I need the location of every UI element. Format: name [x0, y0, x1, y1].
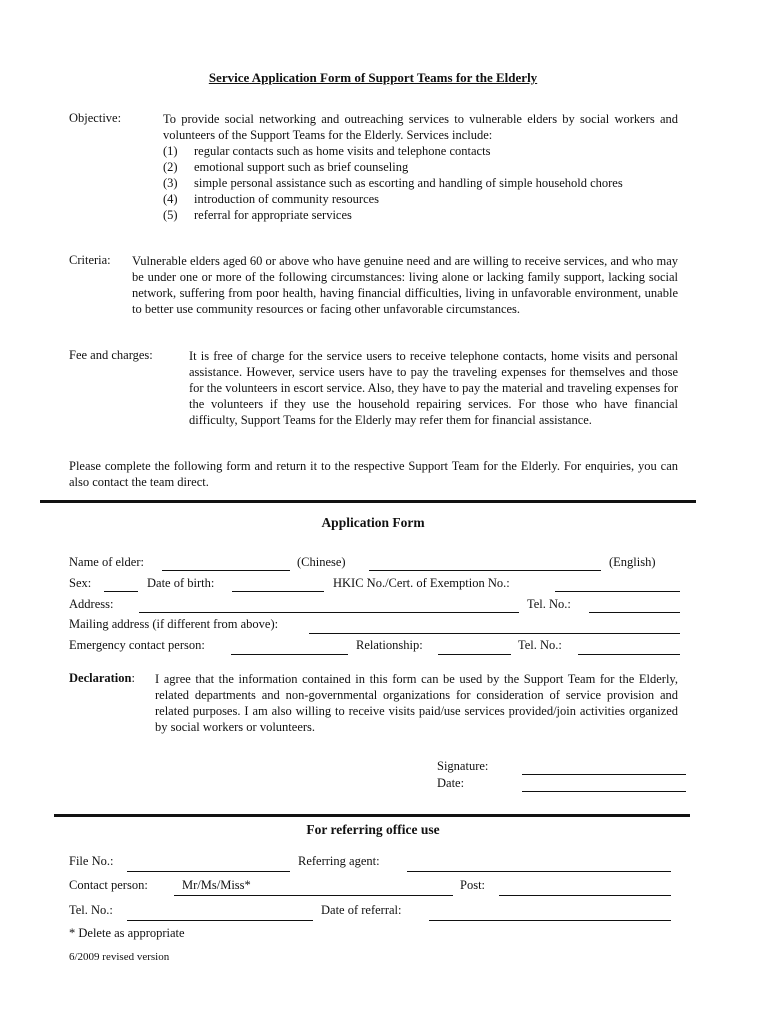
list-item: (2) emotional support such as brief counseling — [163, 160, 409, 174]
section-divider — [54, 814, 690, 817]
criteria-text: Vulnerable elders aged 60 or above who have genuine need and are willing to receive services, and who may be under one or more of the following circumstances: living alone or lacking family support, lacking social network, suffering from poor health, having financial difficulties, living in unfavorable environment, unable to better use community resources or facing other unfavorable circumstances. — [132, 254, 678, 316]
contact-person-label: Contact person: — [69, 878, 148, 892]
address-field[interactable] — [139, 598, 519, 613]
list-item: (4) introduction of community resources — [163, 192, 380, 206]
signature-field[interactable] — [522, 760, 686, 775]
hkic-field[interactable] — [555, 577, 680, 592]
objective-text: To provide social networking and outreaching services to vulnerable elders by social workers and volunteers of the Support Teams for the Elderly. Services include: — [163, 112, 678, 142]
emergency-contact-label: Emergency contact person: — [69, 638, 205, 652]
name-english-field[interactable] — [369, 556, 601, 571]
page-title: Service Application Form of Support Teams for the Elderly — [208, 70, 538, 85]
tel-label: Tel. No.: — [527, 597, 571, 611]
referring-office-heading: For referring office use — [306, 822, 440, 837]
mailing-address-field[interactable] — [309, 619, 680, 634]
section-divider — [40, 500, 696, 503]
dob-label: Date of birth: — [147, 576, 215, 590]
declaration-text: I agree that the information contained in this form can be used by the Support Team for the Elderly, related departments and non-governmental organizations for consideration of service provision and related purposes. I am also willing to receive visits paid/use services provided/join activities organized by social workers or volunteers. — [155, 672, 678, 734]
post-field[interactable] — [499, 881, 671, 896]
referring-agent-label: Referring agent: — [298, 854, 380, 868]
emergency-tel-label: Tel. No.: — [518, 638, 562, 652]
referring-tel-field[interactable] — [127, 906, 313, 921]
hkic-label: HKIC No./Cert. of Exemption No.: — [333, 576, 510, 590]
date-of-referral-label: Date of referral: — [321, 903, 402, 917]
application-form-heading: Application Form — [321, 515, 425, 530]
relationship-field[interactable] — [438, 640, 511, 655]
signature-date-field[interactable] — [522, 777, 686, 792]
declaration-label: Declaration: — [69, 671, 135, 685]
relationship-label: Relationship: — [356, 638, 423, 652]
fees-text: It is free of charge for the service users to receive telephone contacts, home visits and personal assistance. However, service users have to pay the traveling expenses for themselves and those for the volunteers in escort service. Also, they have to pay the material and traveling expenses for the volunteers if they use the household repairing services. For those who have financial difficulty, Support Teams for the Elderly may refer them for financial assistance. — [189, 349, 678, 427]
sex-field[interactable] — [104, 577, 138, 592]
mailing-address-label: Mailing address (if different from above): — [69, 617, 279, 631]
title-options: Mr/Ms/Miss* — [182, 878, 251, 892]
post-label: Post: — [460, 878, 486, 892]
file-no-label: File No.: — [69, 854, 114, 868]
signature-label: Signature: — [437, 759, 489, 773]
referring-agent-field[interactable] — [407, 857, 671, 872]
list-item: (3) simple personal assistance such as escorting and handling of simple household chores — [163, 176, 623, 190]
services-list — [163, 143, 678, 223]
name-chinese-field[interactable] — [162, 556, 290, 571]
sex-label: Sex: — [69, 576, 92, 590]
address-label: Address: — [69, 597, 114, 611]
emergency-tel-field[interactable] — [578, 640, 680, 655]
emergency-contact-field[interactable] — [231, 640, 348, 655]
file-no-field[interactable] — [127, 857, 290, 872]
date-of-referral-field[interactable] — [429, 906, 671, 921]
name-label: Name of elder: — [69, 555, 144, 569]
chinese-label: (Chinese) — [297, 555, 346, 569]
list-item: (5) referral for appropriate services — [163, 208, 352, 222]
instruction-text: Please complete the following form and return it to the respective Support Team for the Elderly. For enquiries, you can also contact the team direct. — [69, 459, 678, 489]
contact-person-field[interactable] — [174, 881, 453, 896]
english-label: (English) — [609, 555, 656, 569]
version-note: 6/2009 revised version — [69, 951, 170, 963]
list-item: (1) regular contacts such as home visits and telephone contacts — [163, 144, 491, 158]
footnote: * Delete as appropriate — [69, 926, 185, 940]
fees-label: Fee and charges: — [69, 348, 153, 362]
signature-date-label: Date: — [437, 776, 465, 790]
dob-field[interactable] — [232, 577, 324, 592]
objective-label: Objective: — [69, 111, 122, 125]
criteria-label: Criteria: — [69, 253, 111, 267]
referring-tel-label: Tel. No.: — [69, 903, 113, 917]
tel-field[interactable] — [589, 598, 680, 613]
